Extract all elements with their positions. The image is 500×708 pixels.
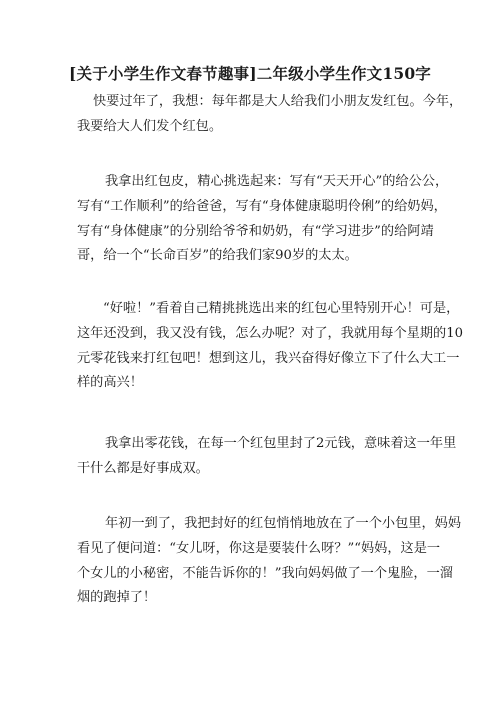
paragraph-line: 看见了便问道：“女儿呀，你这是要装什么呀？”“妈妈，这是一 [77,540,441,556]
paragraph-line: 我拿出零花钱，在每一个红包里封了2元钱，意味着这一年里 [105,436,457,451]
paragraph-line: 写有“身体健康”的分别给爷爷和奶奶，有“学习进步”的给阿靖 [77,223,434,239]
paragraph-4 [77,432,457,482]
paragraph-line: 年初一到了，我把封好的红包悄悄地放在了一个小包里，妈妈 [105,516,462,531]
paragraph-line: 这年还没到，我又没有钱，怎么办呢？对了，我就用每个星期的10 [77,325,464,341]
paragraph-line: 我要给大人们发个红包。 [77,118,223,134]
document-title: [关于小学生作文春节趣事]二年级小学生作文150字 [68,64,432,83]
paragraph-line: “好啦！”看着自己精挑挑选出来的红包心里特别开心！可是， [103,301,460,316]
paragraph-line: 哥，给一个“长命百岁”的给我们家90岁的太太。 [77,248,358,264]
paragraph-2 [77,170,449,269]
paragraph-line: 个女儿的小秘密，不能告诉你的！”我向妈妈做了一个鬼脸，一溜 [77,565,453,581]
paragraph-line: 快要过年了，我想：每年都是大人给我们小朋友发红包。今年， [93,94,463,109]
paragraph-line: 我拿出红包皮，精心挑选起来：写有“天天开心”的给公公， [105,174,449,189]
paragraph-line: 写有“工作顺利”的给爸爸，写有“身体健康聪明伶俐”的给奶妈， [77,198,447,214]
paragraph-line: 干什么都是好事成双。 [77,460,209,476]
paragraph-line: 烟的跑掉了！ [77,590,157,606]
paragraph-1 [77,90,463,140]
paragraph-line: 元零花钱来打红包吧！想到这儿，我兴奋得好像立下了什么大工一 [77,350,460,366]
paragraph-5 [77,512,462,611]
paragraph-line: 样的高兴！ [77,375,143,391]
paragraph-3 [77,297,464,396]
